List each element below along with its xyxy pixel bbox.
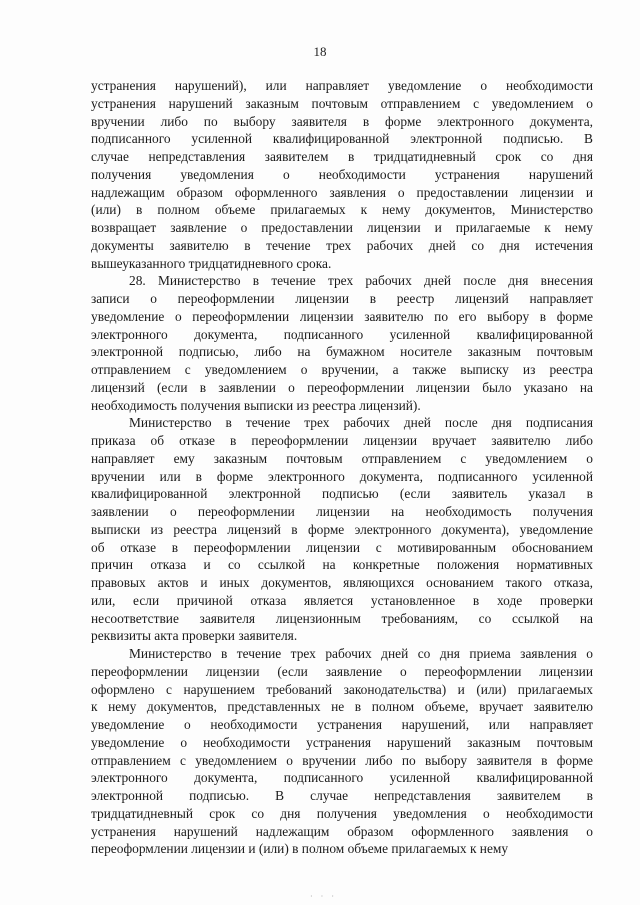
text-line: оформлено с нарушением требований законодательства) и (или) прилагаемых bbox=[91, 681, 593, 697]
text-line: к нему документов, представленных не в полном объеме, вручает заявителю bbox=[91, 699, 593, 715]
text-line: заявлении о переоформлении лицензии на необходимость получения bbox=[91, 504, 593, 519]
text-line: необходимость получения выписки из реестра лицензий). bbox=[91, 397, 421, 413]
text-line: записи о переоформлении лицензии в реестр лицензий направляет bbox=[91, 291, 593, 306]
text-line: устранения нарушений), или направляет уведомление о необходимости bbox=[91, 78, 593, 93]
text-line: переоформлении лицензии и (или) в полном объеме прилагаемых к нему bbox=[91, 841, 509, 857]
text-line: причин отказа и со ссылкой на конкретные положения нормативных bbox=[91, 557, 593, 573]
page-number: 18 bbox=[313, 44, 327, 59]
text-line: тридцатидневный срок со дня получения уведомления о необходимости bbox=[91, 805, 593, 821]
text-line: переоформлении лицензии (если заявление о переоформлении лицензии bbox=[91, 663, 593, 679]
text-line: 28. Министерство в течение трех рабочих дней после дня внесения bbox=[129, 273, 593, 289]
text-line: Министерство в течение трех рабочих дней после дня подписания bbox=[129, 415, 593, 431]
document-body bbox=[91, 77, 593, 858]
text-line: подписанного усиленной квалифицированной электронной подписью. В bbox=[91, 131, 593, 147]
text-line: несоответствие заявителя лицензионным требованиям, со ссылкой на bbox=[91, 610, 593, 626]
text-line: получения уведомления о необходимости устранения нарушений bbox=[91, 166, 593, 182]
text-line: (или) в полном объеме прилагаемых к нему документов, Министерство bbox=[91, 202, 593, 218]
text-line: лицензий (если в заявлении о переоформлении лицензии было указано на bbox=[91, 379, 593, 395]
text-line: правовых актов и иных документов, являющихся основанием такого отказа, bbox=[91, 575, 593, 590]
paragraph bbox=[91, 645, 593, 858]
text-line: устранения нарушений надлежащим образом оформленного заявления о bbox=[91, 823, 593, 839]
text-line: Министерство в течение трех рабочих дней со дня приема заявления о bbox=[129, 646, 593, 661]
text-line: надлежащим образом оформленного заявления о предоставлении лицензии и bbox=[91, 184, 593, 200]
text-line: об отказе в переоформлении лицензии с мотивированным обоснованием bbox=[91, 539, 593, 555]
text-line: случае непредставления заявителем в тридцатидневный срок со дня bbox=[91, 149, 593, 164]
text-line: или, если причиной отказа является установленное в ходе проверки bbox=[91, 592, 593, 608]
paragraph bbox=[91, 77, 593, 272]
text-line: устранения нарушений заказным почтовым отправлением с уведомлением о bbox=[91, 95, 593, 111]
text-line: электронного документа, подписанного усиленной квалифицированной bbox=[91, 326, 593, 342]
text-line: электронной подписью. В случае непредставления заявителем в bbox=[91, 788, 593, 803]
text-line: отправлением с уведомлением о вручении, а также выписку из реестра bbox=[91, 362, 593, 377]
text-line: приказа об отказе в переоформлении лицензии вручает заявителю либо bbox=[91, 433, 593, 448]
text-line: электронного документа, подписанного усиленной квалифицированной bbox=[91, 770, 593, 786]
text-line: электронной подписью, либо на бумажном носителе заказным почтовым bbox=[91, 344, 593, 360]
text-line: вручении или в форме электронного документа, подписанного усиленной bbox=[91, 468, 593, 484]
paragraph bbox=[91, 272, 593, 414]
text-line: направляет ему заказным почтовым отправлением с уведомлением о bbox=[91, 450, 593, 466]
text-line: реквизиты акта проверки заявителя. bbox=[91, 628, 298, 644]
text-line: выписки из реестра лицензий в форме электронного документа), уведомление bbox=[91, 521, 593, 537]
text-line: документы заявителю в течение трех рабочих дней со дня истечения bbox=[91, 237, 593, 253]
text-line: уведомление о переоформлении лицензии заявителю по его выбору в форме bbox=[91, 308, 593, 324]
text-line: квалифицированной электронной подписью (если заявитель указал в bbox=[91, 486, 593, 502]
paragraph bbox=[91, 414, 593, 645]
scan-artifact-dots: · · · bbox=[310, 892, 337, 901]
text-line: вышеуказанного тридцатидневного срока. bbox=[91, 255, 332, 271]
text-line: отправлением с уведомлением о вручении либо по выбору заявителя в форме bbox=[91, 752, 593, 768]
text-line: уведомление о необходимости устранения нарушений, или направляет bbox=[91, 717, 593, 732]
text-line: уведомление о необходимости устранения нарушений заказным почтовым bbox=[91, 734, 593, 750]
text-line: возвращает заявление о предоставлении лицензии и прилагаемые к нему bbox=[91, 220, 593, 235]
text-line: вручении либо по выбору заявителя в форме электронного документа, bbox=[91, 113, 593, 129]
